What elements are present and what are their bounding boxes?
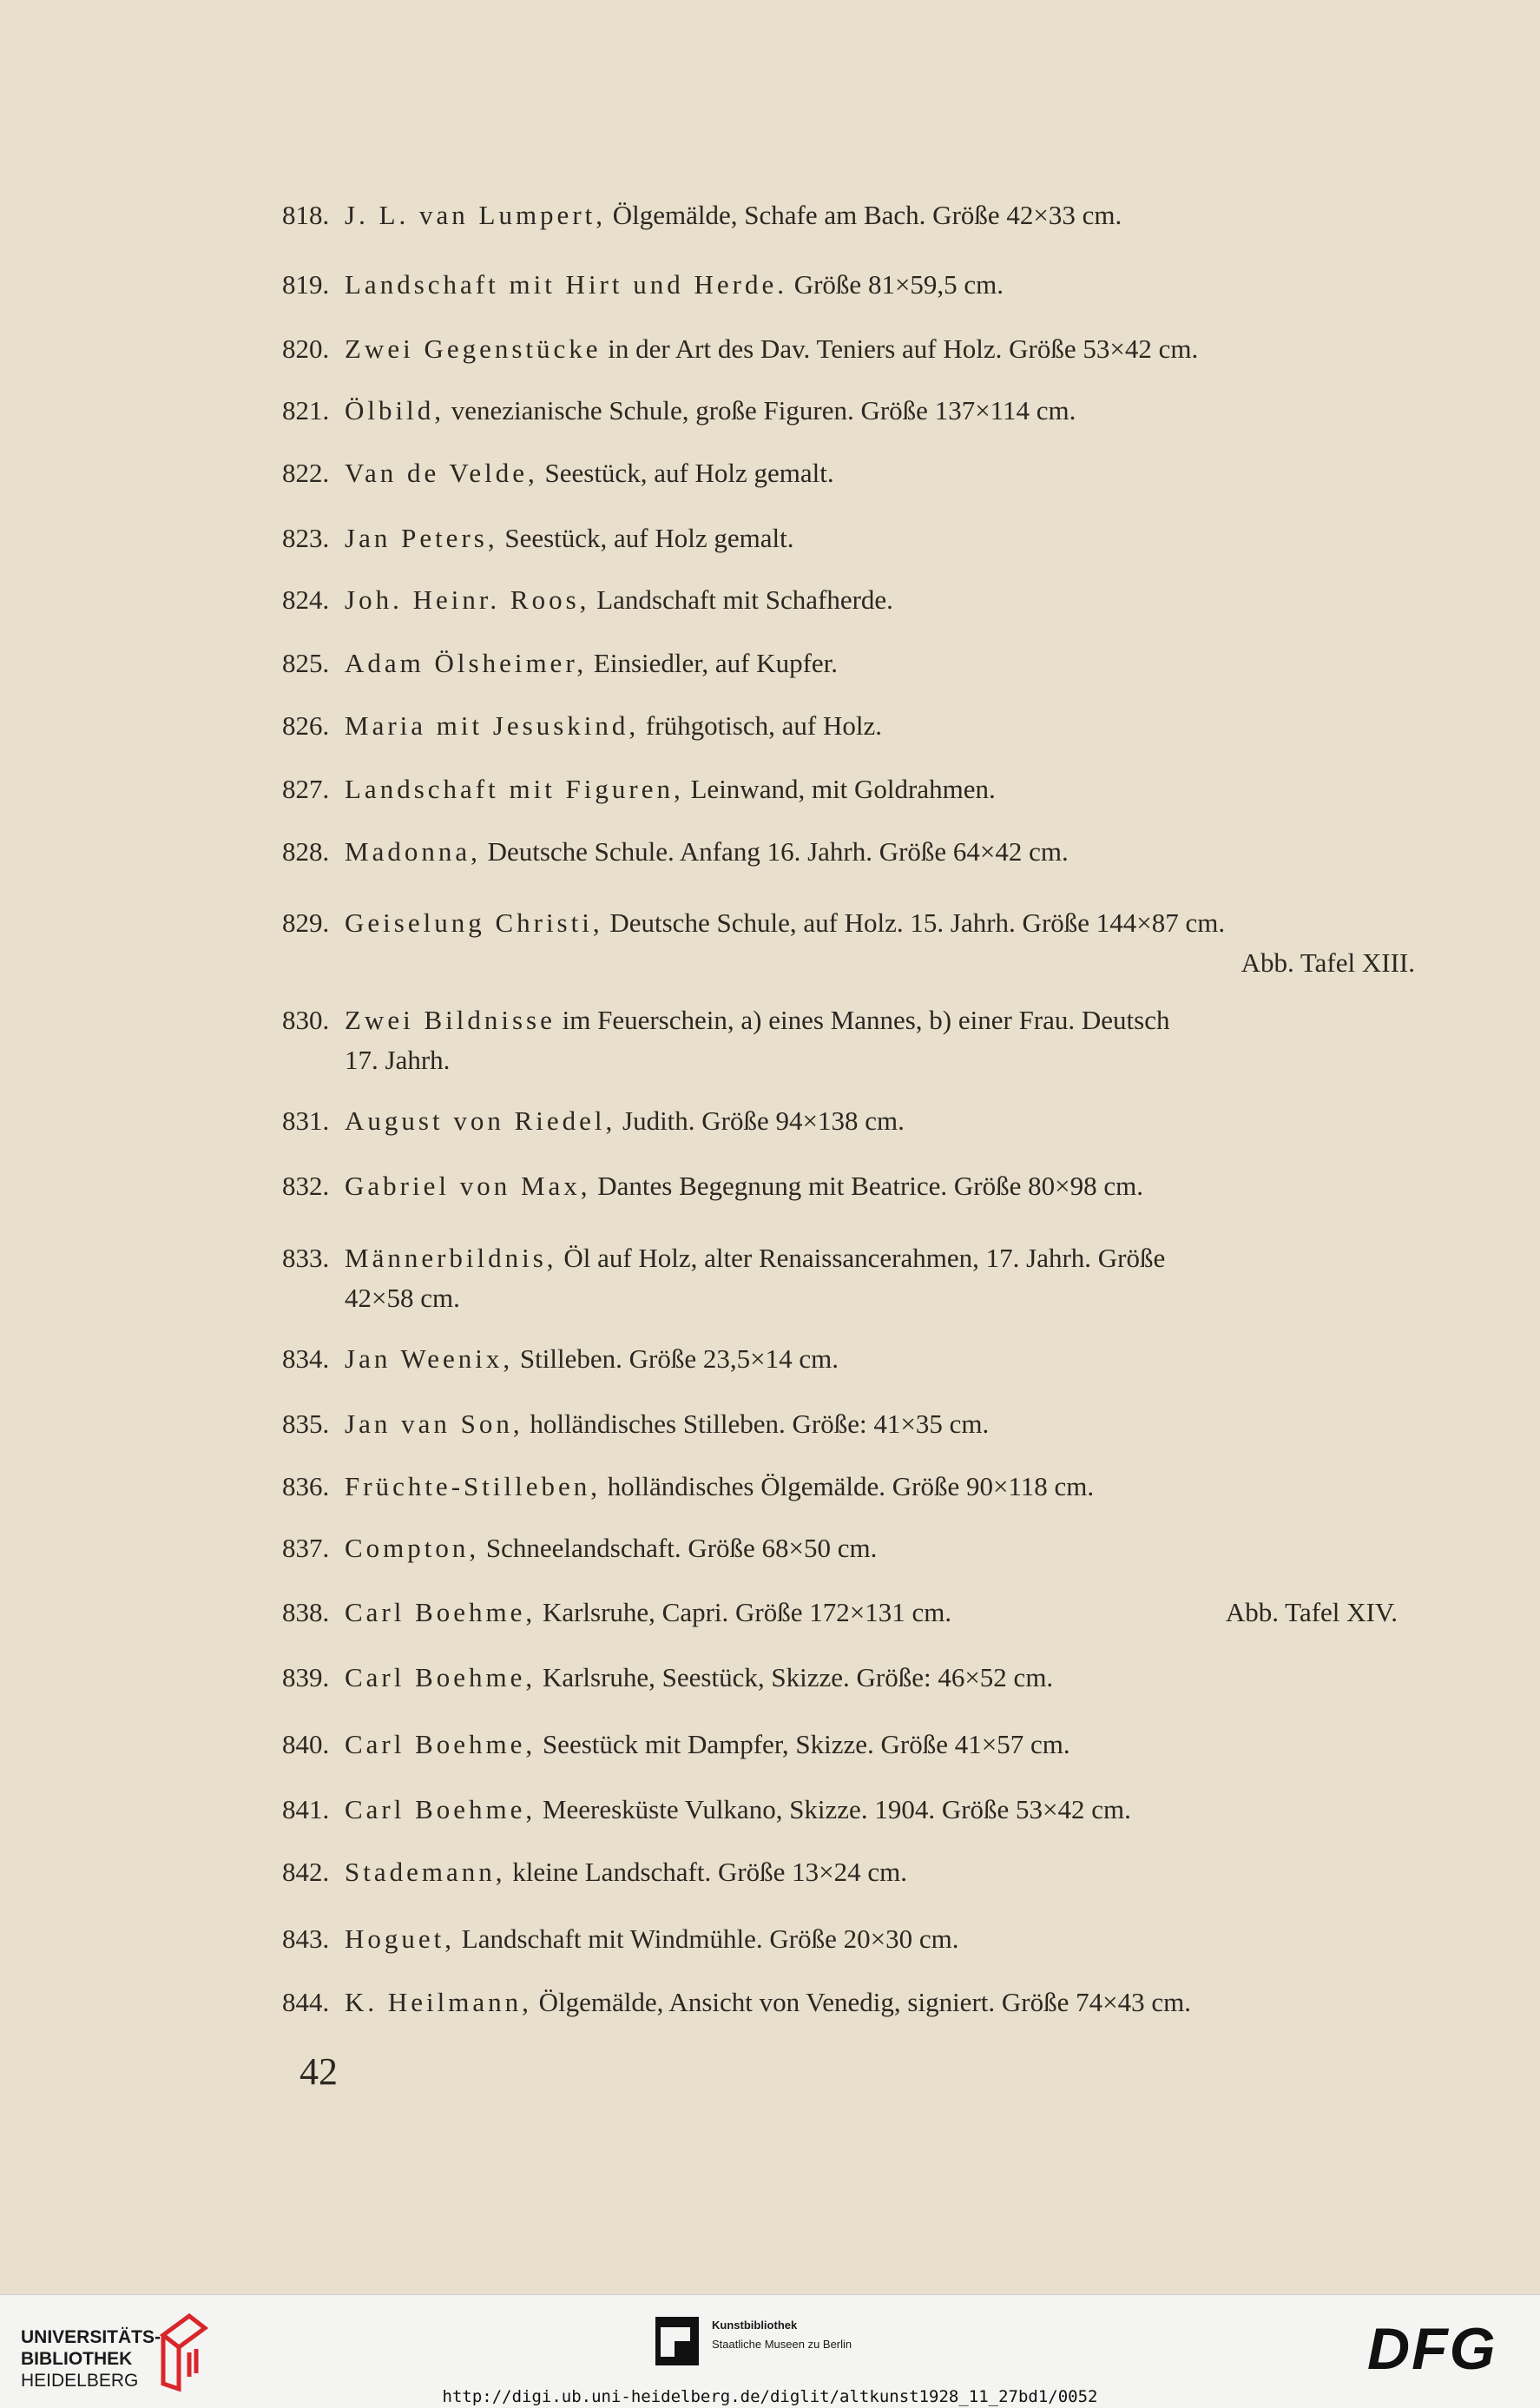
catalog-entry-838 bbox=[282, 1593, 1415, 1633]
entry-description: Karlsruhe, Seestück, Skizze. Größe: 46×52 cm. bbox=[536, 1662, 1054, 1692]
entry-title: Jan Weenix, bbox=[345, 1343, 514, 1374]
entry-description: Karlsruhe, Capri. Größe 172×131 cm. bbox=[536, 1597, 952, 1627]
entry-description: holländisches Stilleben. Größe: 41×35 cm. bbox=[523, 1409, 990, 1439]
entry-title: Madonna, bbox=[345, 836, 481, 867]
entry-description: Schneelandschaft. Größe 68×50 cm. bbox=[479, 1533, 878, 1563]
entry-number: 830. bbox=[282, 1005, 330, 1035]
catalog-entry-819 bbox=[282, 265, 1415, 305]
entry-description: holländisches Ölgemälde. Größe 90×118 cm. bbox=[600, 1471, 1095, 1501]
entry-title: Geiselung Christi, bbox=[345, 907, 603, 938]
entry-title: Früchte-Stilleben, bbox=[345, 1471, 601, 1501]
footer-bar bbox=[0, 2294, 1540, 2408]
entry-description: Landschaft mit Windmühle. Größe 20×30 cm. bbox=[455, 1923, 959, 1954]
entry-title: Stademann, bbox=[345, 1857, 506, 1887]
catalog-entry-844 bbox=[282, 1982, 1415, 2022]
catalog-entry-825 bbox=[282, 643, 1415, 683]
entry-number: 843. bbox=[282, 1923, 330, 1954]
entry-description: Einsiedler, auf Kupfer. bbox=[587, 648, 839, 678]
ub-line-1: UNIVERSITÄTS- bbox=[21, 2327, 161, 2347]
entry-title: Landschaft mit Hirt und Herde. bbox=[345, 269, 787, 300]
entry-title: Carl Boehme, bbox=[345, 1794, 536, 1824]
catalog-entry-820 bbox=[282, 329, 1415, 369]
catalog-entry-829 bbox=[282, 903, 1415, 983]
entry-number: 828. bbox=[282, 836, 330, 867]
catalog-entry-824 bbox=[282, 580, 1415, 620]
entry-number: 821. bbox=[282, 395, 330, 426]
entry-number: 827. bbox=[282, 774, 330, 804]
catalog-entry-831 bbox=[282, 1101, 1415, 1141]
entry-number: 824. bbox=[282, 584, 330, 615]
entry-description: Deutsche Schule, auf Holz. 15. Jahrh. Größe 144×87 cm. bbox=[602, 907, 1226, 938]
entry-number: 823. bbox=[282, 523, 330, 553]
permalink-url[interactable]: http://digi.ub.uni-heidelberg.de/diglit/altkunst1928_11_27bd1/0052 bbox=[442, 2387, 1098, 2406]
dfg-logo[interactable]: DFG bbox=[1367, 2316, 1497, 2382]
catalog-entry-839 bbox=[282, 1658, 1415, 1698]
kunstbibliothek-logo-text[interactable] bbox=[712, 2316, 852, 2354]
catalog-entry-827 bbox=[282, 769, 1415, 809]
entry-title: Compton, bbox=[345, 1533, 480, 1563]
catalog-entry-818 bbox=[282, 195, 1415, 235]
entry-title: K. Heilmann, bbox=[345, 1987, 532, 2017]
entry-description: Leinwand, mit Goldrahmen. bbox=[683, 774, 996, 804]
entry-title: Gabriel von Max, bbox=[345, 1171, 591, 1201]
ub-line-2: BIBLIOTHEK bbox=[21, 2349, 133, 2369]
entry-number: 841. bbox=[282, 1794, 330, 1824]
entry-number: 825. bbox=[282, 648, 330, 678]
entry-description: venezianische Schule, große Figuren. Größe 137×114 cm. bbox=[444, 395, 1076, 426]
entry-number: 842. bbox=[282, 1857, 330, 1887]
entry-description: frühgotisch, auf Holz. bbox=[639, 710, 882, 741]
entry-title: Hoguet, bbox=[345, 1923, 456, 1954]
ub-line-3: HEIDELBERG bbox=[21, 2371, 139, 2391]
entry-number: 838. bbox=[282, 1597, 330, 1627]
kb-line-2: Staatliche Museen zu Berlin bbox=[712, 2338, 852, 2351]
entry-title: Jan van Son, bbox=[345, 1409, 523, 1439]
catalog-entry-842 bbox=[282, 1852, 1415, 1892]
entry-title: Carl Boehme, bbox=[345, 1597, 536, 1627]
ub-heidelberg-emblem-icon[interactable] bbox=[155, 2309, 212, 2392]
entry-number: 832. bbox=[282, 1171, 330, 1201]
catalog-entry-840 bbox=[282, 1725, 1415, 1765]
entry-title: Zwei Bildnisse bbox=[345, 1005, 556, 1035]
entry-number: 839. bbox=[282, 1662, 330, 1692]
entry-title: Landschaft mit Figuren, bbox=[345, 774, 684, 804]
entry-description: kleine Landschaft. Größe 13×24 cm. bbox=[505, 1857, 908, 1887]
entry-description: Meeresküste Vulkano, Skizze. 1904. Größe 53×42 cm. bbox=[536, 1794, 1131, 1824]
entry-continuation: 42×58 cm. bbox=[345, 1283, 460, 1313]
catalog-entry-843 bbox=[282, 1919, 1415, 1959]
entry-description: Ölgemälde, Ansicht von Venedig, signiert. Größe 74×43 cm. bbox=[531, 1987, 1191, 2017]
catalog-entry-823 bbox=[282, 518, 1415, 558]
page-number: 42 bbox=[299, 2050, 338, 2093]
entry-title: Jan Peters, bbox=[345, 523, 498, 553]
entry-number: 826. bbox=[282, 710, 330, 741]
kb-line-1: Kunstbibliothek bbox=[712, 2319, 798, 2332]
entry-title: Männerbildnis, bbox=[345, 1243, 557, 1273]
entry-title: Zwei Gegenstücke bbox=[345, 333, 602, 364]
catalog-entry-833 bbox=[282, 1238, 1415, 1318]
entry-description: im Feuerschein, a) eines Mannes, b) einer Frau. Deutsch bbox=[555, 1005, 1170, 1035]
entry-title: J. L. van Lumpert, bbox=[345, 200, 607, 230]
plate-reference: Abb. Tafel XIII. bbox=[1241, 947, 1415, 978]
catalog-entry-822 bbox=[282, 453, 1415, 493]
entry-number: 837. bbox=[282, 1533, 330, 1563]
entry-description: Seestück mit Dampfer, Skizze. Größe 41×57 cm. bbox=[536, 1729, 1070, 1759]
entry-number: 833. bbox=[282, 1243, 330, 1273]
kunstbibliothek-emblem-icon[interactable] bbox=[655, 2317, 699, 2365]
entry-title: Ölbild, bbox=[345, 395, 444, 426]
catalog-entry-834 bbox=[282, 1339, 1415, 1379]
catalog-entry-841 bbox=[282, 1790, 1415, 1830]
entry-number: 831. bbox=[282, 1105, 330, 1136]
entry-title: Joh. Heinr. Roos, bbox=[345, 584, 590, 615]
entry-number: 822. bbox=[282, 458, 330, 488]
entry-description: Landschaft mit Schafherde. bbox=[589, 584, 893, 615]
entry-description: Deutsche Schule. Anfang 16. Jahrh. Größe 64×42 cm. bbox=[480, 836, 1069, 867]
entry-number: 835. bbox=[282, 1409, 330, 1439]
entry-title: Van de Velde, bbox=[345, 458, 538, 488]
catalog-entry-832 bbox=[282, 1166, 1415, 1206]
entry-continuation: 17. Jahrh. bbox=[345, 1045, 451, 1075]
entry-description: Dantes Begegnung mit Beatrice. Größe 80×98 cm. bbox=[590, 1171, 1143, 1201]
entry-number: 818. bbox=[282, 200, 330, 230]
catalog-entry-835 bbox=[282, 1404, 1415, 1444]
entry-title: August von Riedel, bbox=[345, 1105, 616, 1136]
catalog-entry-821 bbox=[282, 391, 1415, 431]
entry-number: 844. bbox=[282, 1987, 330, 2017]
entry-number: 829. bbox=[282, 907, 330, 938]
entry-title: Adam Ölsheimer, bbox=[345, 648, 588, 678]
catalog-entry-830 bbox=[282, 1000, 1415, 1080]
entry-description: Ölgemälde, Schafe am Bach. Größe 42×33 cm. bbox=[606, 200, 1122, 230]
entry-number: 820. bbox=[282, 333, 330, 364]
entry-title: Maria mit Jesuskind, bbox=[345, 710, 640, 741]
entry-number: 819. bbox=[282, 269, 330, 300]
entry-title: Carl Boehme, bbox=[345, 1729, 536, 1759]
entry-description: Seestück, auf Holz gemalt. bbox=[497, 523, 794, 553]
entry-number: 840. bbox=[282, 1729, 330, 1759]
catalog-entry-836 bbox=[282, 1467, 1415, 1507]
entry-description: Öl auf Holz, alter Renaissancerahmen, 17. Jahrh. Größe bbox=[556, 1243, 1166, 1273]
entry-description: Judith. Größe 94×138 cm. bbox=[615, 1105, 905, 1136]
entry-number: 836. bbox=[282, 1471, 330, 1501]
entry-description: Seestück, auf Holz gemalt. bbox=[537, 458, 834, 488]
entry-description: in der Art des Dav. Teniers auf Holz. Größe 53×42 cm. bbox=[601, 333, 1199, 364]
entry-title: Carl Boehme, bbox=[345, 1662, 536, 1692]
catalog-entry-828 bbox=[282, 832, 1415, 872]
catalog-entry-837 bbox=[282, 1528, 1415, 1568]
plate-reference: Abb. Tafel XIV. bbox=[1225, 1597, 1398, 1627]
ub-heidelberg-logo-text[interactable] bbox=[21, 2326, 161, 2392]
entry-description: Stilleben. Größe 23,5×14 cm. bbox=[513, 1343, 839, 1374]
entry-number: 834. bbox=[282, 1343, 330, 1374]
catalog-entry-826 bbox=[282, 706, 1415, 746]
entry-description: Größe 81×59,5 cm. bbox=[786, 269, 1004, 300]
